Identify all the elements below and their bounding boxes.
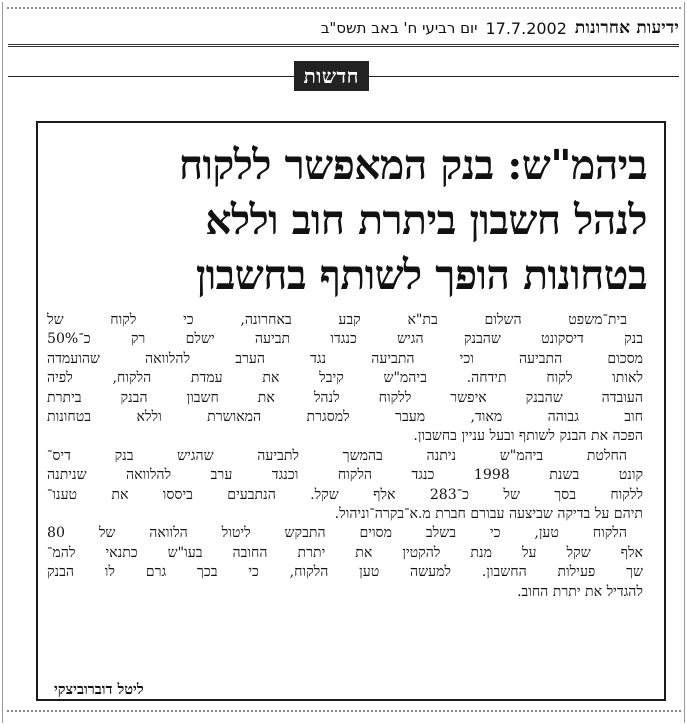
body-line: שך פעילות החשבון. למעשה טען הלקוח, כי בכך גרם לו הבנק [47, 564, 643, 581]
gregorian-date: 17.7.2002 [485, 18, 567, 38]
body-line: בית־משפט השלום בת"א קבע באחרונה, כי לקוח של [47, 312, 627, 328]
body-line: להגדיל את יתרת החוב. [516, 583, 643, 600]
body-line: הפכה את הבנק לשותף ובעל עניין בחשבון. [413, 428, 643, 445]
body-line: אלף שקל על מנת להקטין את יתרת החובה בעו"ש כתנאי להמ־ [47, 544, 643, 561]
headline-line: בטחונות הופך לשותף בחשבון [195, 251, 647, 299]
headline-line: לנהל חשבון ביתרת חוב וללא [205, 196, 647, 244]
newspaper-name: ידיעות אחרונות [574, 18, 679, 38]
article-byline: ליטל דוברוביצקי [54, 681, 144, 698]
body-line: הלקוח טען, כי בשלב מסוים התבקש ליטול הלוואה של 80 [47, 525, 627, 542]
body-line: לאותו לקוח תידחה. ביהמ"ש קיבל את עמדת הלקוח, לפיה [47, 370, 643, 387]
bottom-dotted-border [6, 709, 681, 714]
body-line: החלטת ביהמ"ש ניתנה בהמשך לתביעה שהגיש בנק דיס־ [47, 447, 627, 464]
masthead [8, 13, 679, 43]
body-line: קונט בשנת 1998 כנגד הלקוח וכנגד ערב להלוואה שניתנה [47, 467, 643, 484]
article-headline [54, 138, 647, 303]
section-label: חדשות [294, 61, 369, 91]
body-line: בנק דיסקונט שהבנק הגיש כנגדו תביעה ישלם רק כ־50% [47, 331, 643, 348]
body-line: מסכום התביעה וכי התביעה נגד הערב להלוואה שהועמדה [47, 350, 643, 367]
hebrew-date: יום רביעי ח' באב תשס"ב [320, 19, 478, 37]
body-line: תיהם על בדיקה שביצעה עבורם חברת מ.א־בקרה־וניהול. [334, 506, 643, 523]
article-body [47, 311, 643, 602]
body-line: ללקוח בסך של כ־283 אלף שקל. הנתבעים ביססו את טענו־ [47, 486, 643, 503]
body-line: חוב גבוהה מאוד, מעבר למסגרת המאושרת וללא בטחונות [47, 409, 643, 426]
masthead-rule [8, 44, 679, 47]
body-line: העובדה שהבנק איפשר ללקוח לנהל את חשבון הבנק ביתרת [47, 389, 643, 406]
headline-line: ביהמ"ש: בנק המאפשר ללקוח [178, 141, 647, 189]
top-dotted-border [6, 6, 681, 10]
